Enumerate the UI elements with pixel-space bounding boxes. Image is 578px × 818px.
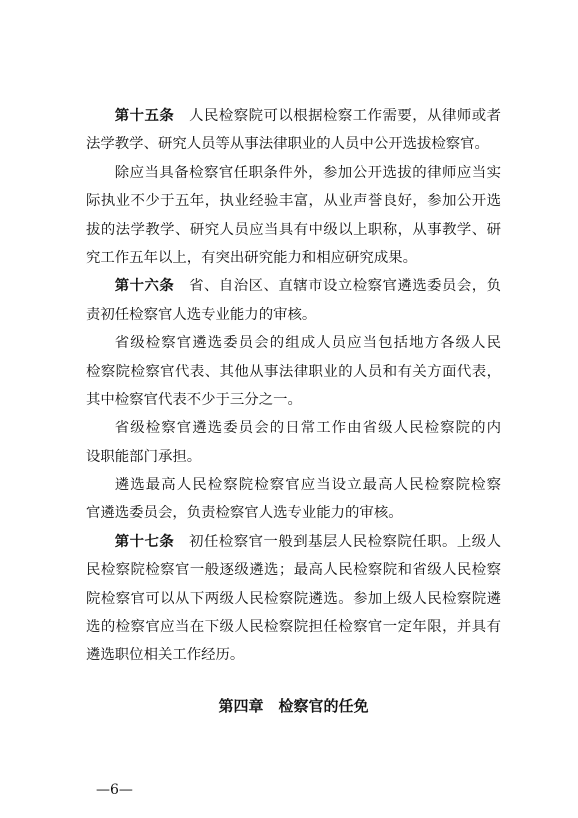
paragraph-article-15 <box>86 102 501 159</box>
paragraph-line: 法学教学、研究人员等从事法律职业的人员中公开选拔检察官。 <box>86 136 489 153</box>
paragraph-line: 民检察院检察官一般逐级遴选；最高人民检察院和省级人民检察 <box>86 562 501 579</box>
paragraph-text: 省、自治区、直辖市设立检察官遴选委员会，负 <box>174 278 501 295</box>
page-number: —6— <box>96 782 133 798</box>
article-label: 第十七条 <box>114 533 175 550</box>
paragraph-line: 究工作五年以上，有突出研究能力和相应研究成果。 <box>86 249 417 266</box>
paragraph-article-17 <box>86 528 501 670</box>
paragraph <box>86 329 501 414</box>
article-label: 第十六条 <box>114 278 175 295</box>
paragraph-text: 初任检察官一般到基层人民检察院任职。上级人 <box>174 533 501 550</box>
chapter-heading: 第四章 检察官的任免 <box>218 697 369 715</box>
paragraph-line: 遴选最高人民检察院检察官应当设立最高人民检察院检察 <box>114 477 501 494</box>
paragraph-line: 检察院检察官代表、其他从事法律职业的人员和有关方面代表， <box>86 363 501 380</box>
document-body <box>86 102 501 670</box>
paragraph-line: 遴选职位相关工作经历。 <box>86 647 245 664</box>
paragraph-line: 拔的法学教学、研究人员应当具有中级以上职称，从事教学、研 <box>86 221 501 238</box>
paragraph-line: 省级检察官遴选委员会的组成人员应当包括地方各级人民 <box>114 335 501 352</box>
paragraph-line: 选的检察官应当在下级人民检察院担任检察官一定年限，并具有 <box>86 619 501 636</box>
paragraph-line: 际执业不少于五年，执业经验丰富，从业声誉良好，参加公开选 <box>86 193 501 210</box>
article-label: 第十五条 <box>114 108 175 124</box>
paragraph-line: 省级检察官遴选委员会的日常工作由省级人民检察院的内 <box>114 420 501 437</box>
paragraph-line: 设职能部门承担。 <box>86 448 202 465</box>
paragraph <box>86 471 501 528</box>
paragraph <box>86 159 501 273</box>
paragraph-line <box>86 102 501 130</box>
paragraph-line: 责初任检察官人选专业能力的审核。 <box>86 306 317 323</box>
paragraph-article-16 <box>86 272 501 329</box>
paragraph <box>86 414 501 471</box>
paragraph-line <box>86 528 501 556</box>
paragraph-line: 除应当具备检察官任职条件外，参加公开选拔的律师应当实 <box>114 164 501 181</box>
paragraph-text: 人民检察院可以根据检察工作需要，从律师或者 <box>174 108 501 124</box>
paragraph-line: 官遴选委员会，负责检察官人选专业能力的审核。 <box>86 505 403 522</box>
paragraph-line: 其中检察官代表不少于三分之一。 <box>86 391 302 408</box>
paragraph-line <box>86 272 501 300</box>
paragraph-line: 院检察官可以从下两级人民检察院遴选。参加上级人民检察院遴 <box>86 590 501 607</box>
